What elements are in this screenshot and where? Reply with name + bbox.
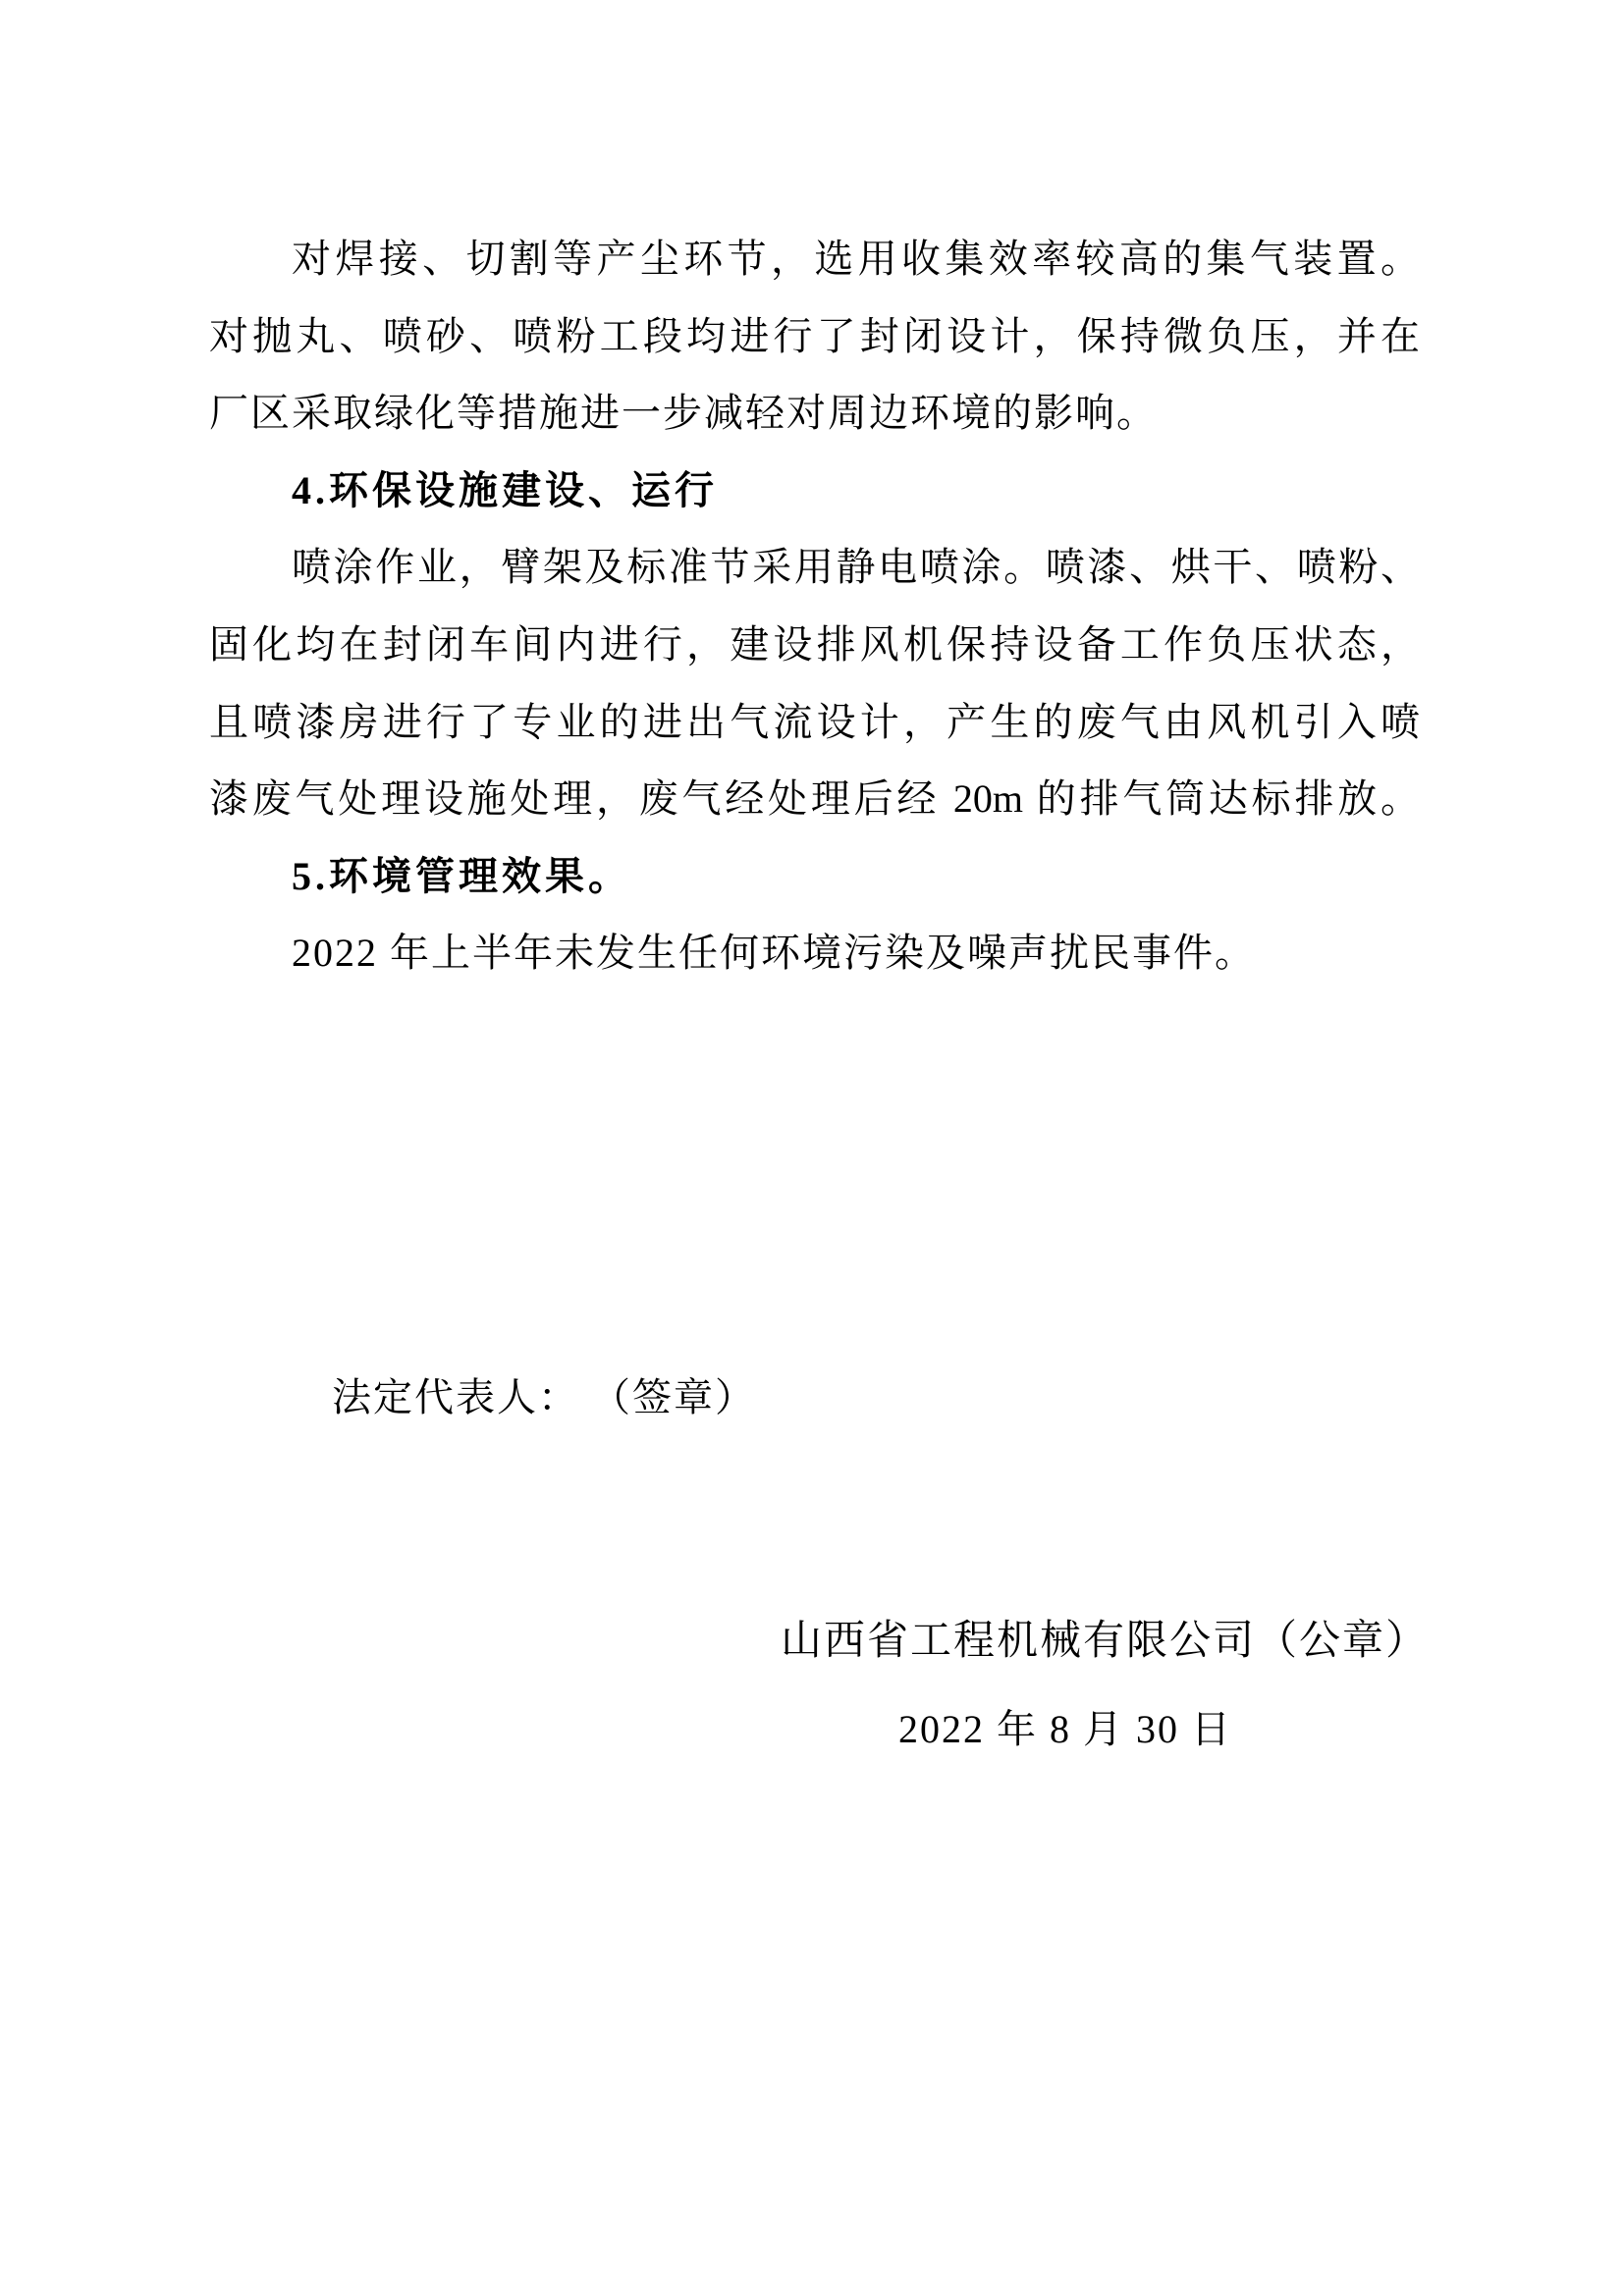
document-date: 2022 年 8 月 30 日 <box>898 1707 1232 1751</box>
document-body <box>209 221 1420 992</box>
paragraph-line: 且喷漆房进行了专业的进出气流设计，产生的废气由风机引入喷 <box>209 699 1420 744</box>
paragraph-line: 厂区采取绿化等措施进一步减轻对周边环境的影响。 <box>209 391 1158 436</box>
section-heading-4: 4.环保设施建设、运行 <box>292 467 718 512</box>
legal-representative-signature-line: 法定代表人： （签章） <box>332 1375 756 1419</box>
section-heading-5: 5.环境管理效果。 <box>292 853 631 898</box>
company-seal-line: 山西省工程机械有限公司（公章） <box>781 1619 1430 1664</box>
paragraph-line: 固化均在封闭车间内进行，建设排风机保持设备工作负压状态， <box>209 621 1420 667</box>
paragraph-line: 漆废气处理设施处理，废气经处理后经 20m 的排气筒达标排放。 <box>209 776 1420 822</box>
paragraph-line: 喷涂作业，臂架及标准节采用静电喷涂。喷漆、烘干、喷粉、 <box>292 545 1420 590</box>
paragraph-line: 2022 年上半年未发生任何环境污染及噪声扰民事件。 <box>292 931 1256 976</box>
paragraph-line: 对抛丸、喷砂、喷粉工段均进行了封闭设计，保持微负压，并在 <box>209 313 1420 358</box>
paragraph-line: 对焊接、切割等产尘环节，选用收集效率较高的集气装置。 <box>292 237 1420 281</box>
